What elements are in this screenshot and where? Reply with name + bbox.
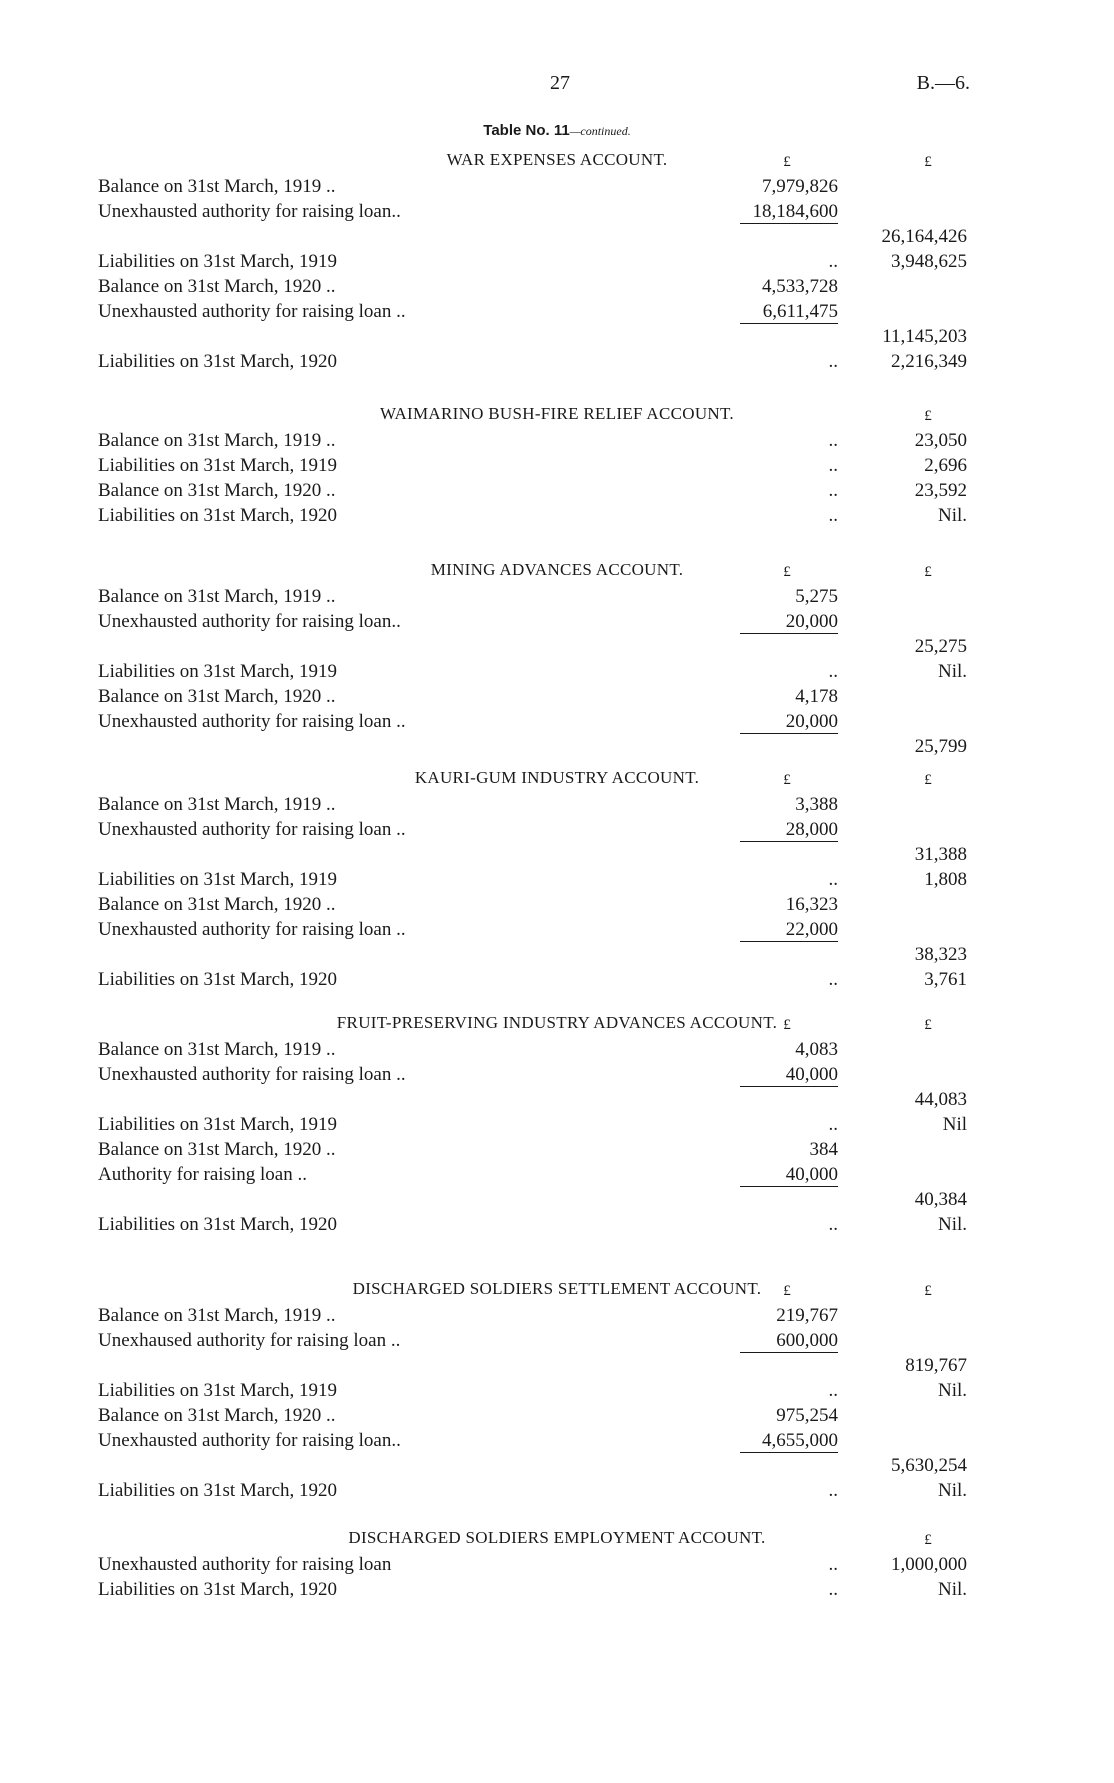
ledger-row [0,1577,1114,1602]
currency-symbol: £ [924,564,932,580]
amount-column-b: 1,000,000 [891,1554,967,1575]
currency-symbol: £ [783,772,791,788]
account-section [0,768,1114,992]
row-label: Unexhausted authority for raising loan .. [98,1064,406,1085]
account-title: MINING ADVANCES ACCOUNT. [430,560,684,579]
amount-column-b: 31,388 [914,844,967,865]
table-title-suffix: —continued. [569,124,631,138]
amount-column-a: 20,000 [785,711,838,732]
ledger-row [0,1162,1114,1187]
ledger-row [0,1403,1114,1428]
row-label: Unexhausted authority for raising loan [98,1554,392,1575]
amount-column-b: 25,275 [914,636,967,657]
row-label: Liabilities on 31st March, 1919 [98,661,338,682]
ledger-row [0,634,1114,659]
row-label: Unexhausted authority for raising loan.. [98,1430,401,1451]
amount-column-a: 40,000 [785,1164,838,1185]
amount-column-a: 40,000 [785,1064,838,1085]
ledger-row [0,1137,1114,1162]
row-label: Liabilities on 31st March, 1919 [98,1114,338,1135]
account-section [0,1013,1114,1237]
amount-column-b: 5,630,254 [891,1455,967,1476]
ledger-row [0,917,1114,942]
amount-column-a: 5,275 [795,586,838,607]
amount-column-a: .. [828,661,838,682]
ledger-row [0,299,1114,324]
amount-column-b: 2,216,349 [891,351,967,372]
account-section [0,404,1114,528]
account-title: DISCHARGED SOLDIERS SETTLEMENT ACCOUNT. [352,1279,762,1298]
ledger-row [0,428,1114,453]
account-title: KAURI-GUM INDUSTRY ACCOUNT. [414,768,700,787]
currency-symbol: £ [924,1017,932,1033]
account-header [0,1013,1114,1037]
row-label: Liabilities on 31st March, 1920 [98,505,338,526]
row-label: Balance on 31st March, 1919 .. [98,1305,336,1326]
amount-column-b: Nil. [937,1380,967,1401]
amount-column-a: .. [828,1114,838,1135]
row-label: Balance on 31st March, 1920 .. [98,480,336,501]
amount-column-b: Nil. [937,505,967,526]
amount-column-b: Nil [942,1114,967,1135]
ledger-row [0,709,1114,734]
ledger-row [0,478,1114,503]
row-label: Balance on 31st March, 1919 .. [98,430,336,451]
amount-column-b: 38,323 [914,944,967,965]
amount-column-a: 4,655,000 [762,1430,838,1451]
row-label: Balance on 31st March, 1920 .. [98,1139,336,1160]
amount-column-b: 819,767 [905,1355,967,1376]
amount-column-a: .. [828,430,838,451]
account-header [0,768,1114,792]
row-label: Balance on 31st March, 1920 .. [98,276,336,297]
row-label: Unexhausted authority for raising loan .. [98,301,406,322]
amount-column-a: 6,611,475 [762,301,838,322]
row-label: Authority for raising loan .. [98,1164,307,1185]
account-header [0,1279,1114,1303]
row-label: Balance on 31st March, 1919 .. [98,586,336,607]
ledger-row [0,1037,1114,1062]
subtotal-rule [740,1086,838,1087]
amount-column-b: 1,808 [924,869,967,890]
ledger-row [0,1378,1114,1403]
amount-column-a: 600,000 [776,1330,838,1351]
ledger-row [0,1353,1114,1378]
amount-column-a: 28,000 [785,819,838,840]
ledger-row [0,792,1114,817]
amount-column-b: Nil. [937,1579,967,1600]
account-header [0,404,1114,428]
ledger-row [0,249,1114,274]
account-title: WAR EXPENSES ACCOUNT. [446,150,668,169]
subtotal-rule [740,1452,838,1453]
account-section [0,1279,1114,1503]
account-section [0,1528,1114,1602]
subtotal-rule [740,841,838,842]
amount-column-a: .. [828,505,838,526]
row-label: Unexhausted authority for raising loan .. [98,819,406,840]
ledger-row [0,224,1114,249]
ledger-row [0,324,1114,349]
ledger-row [0,842,1114,867]
amount-column-a: 975,254 [776,1405,838,1426]
currency-symbol: £ [924,772,932,788]
table-title-main: Table No. 11 [483,122,570,139]
amount-column-b: 26,164,426 [881,226,967,247]
amount-column-b: Nil. [937,1214,967,1235]
ledger-row [0,274,1114,299]
amount-column-b: 25,799 [914,736,967,757]
row-label: Unexhausted authority for raising loan.. [98,611,401,632]
amount-column-b: 23,050 [914,430,967,451]
currency-symbol: £ [783,1017,791,1033]
amount-column-a: 20,000 [785,611,838,632]
document-reference: B.—6. [916,72,970,94]
subtotal-rule [740,633,838,634]
row-label: Unexhaused authority for raising loan .. [98,1330,401,1351]
amount-column-a: 4,178 [795,686,838,707]
ledger-row [0,1087,1114,1112]
amount-column-a: .. [828,251,838,272]
ledger-row [0,817,1114,842]
subtotal-rule [740,323,838,324]
amount-column-a: 384 [809,1139,838,1160]
row-label: Liabilities on 31st March, 1920 [98,1214,338,1235]
row-label: Liabilities on 31st March, 1920 [98,969,338,990]
row-label: Unexhausted authority for raising loan.. [98,201,401,222]
row-label: Unexhausted authority for raising loan .. [98,711,406,732]
currency-symbol: £ [924,1283,932,1299]
amount-column-a: 4,533,728 [762,276,838,297]
account-title: DISCHARGED SOLDIERS EMPLOYMENT ACCOUNT. [348,1528,766,1547]
amount-column-a: 7,979,826 [762,176,838,197]
ledger-row [0,734,1114,759]
amount-column-b: 44,083 [914,1089,967,1110]
amount-column-b: 11,145,203 [882,326,967,347]
account-section [0,560,1114,759]
amount-column-a: .. [828,1214,838,1235]
ledger-row [0,1453,1114,1478]
amount-column-a: 4,083 [795,1039,838,1060]
ledger-row [0,659,1114,684]
ledger-row [0,1428,1114,1453]
amount-column-b: 23,592 [914,480,967,501]
currency-symbol: £ [783,154,791,170]
amount-column-a: .. [828,969,838,990]
subtotal-rule [740,1352,838,1353]
account-header [0,150,1114,174]
ledger-row [0,349,1114,374]
amount-column-b: 3,761 [924,969,967,990]
row-label: Balance on 31st March, 1919 .. [98,794,336,815]
subtotal-rule [740,941,838,942]
ledger-row [0,174,1114,199]
amount-column-a: .. [828,1579,838,1600]
amount-column-a: 18,184,600 [752,201,838,222]
amount-column-a: .. [828,480,838,501]
ledger-row [0,1062,1114,1087]
row-label: Liabilities on 31st March, 1919 [98,1380,338,1401]
account-section [0,150,1114,374]
row-label: Balance on 31st March, 1919 .. [98,176,336,197]
row-label: Liabilities on 31st March, 1920 [98,351,338,372]
ledger-row [0,609,1114,634]
amount-column-a: .. [828,1380,838,1401]
ledger-row [0,1328,1114,1353]
amount-column-a: .. [828,455,838,476]
subtotal-rule [740,223,838,224]
account-title: WAIMARINO BUSH-FIRE RELIEF ACCOUNT. [380,404,734,423]
currency-symbol: £ [924,154,932,170]
currency-symbol: £ [783,564,791,580]
ledger-row [0,1552,1114,1577]
account-title: FRUIT-PRESERVING INDUSTRY ADVANCES ACCOUNT. [336,1013,778,1032]
row-label: Balance on 31st March, 1919 .. [98,1039,336,1060]
account-header [0,1528,1114,1552]
row-label: Unexhausted authority for raising loan .. [98,919,406,940]
page-number: 27 [550,72,570,94]
ledger-row [0,967,1114,992]
currency-symbol: £ [783,1283,791,1299]
currency-symbol: £ [924,1532,932,1548]
amount-column-b: Nil. [937,661,967,682]
ledger-row [0,453,1114,478]
ledger-row [0,892,1114,917]
ledger-row [0,199,1114,224]
table-title [0,122,1114,139]
subtotal-rule [740,733,838,734]
ledger-row [0,503,1114,528]
row-label: Balance on 31st March, 1920 .. [98,894,336,915]
row-label: Liabilities on 31st March, 1920 [98,1480,338,1501]
ledger-row [0,1478,1114,1503]
currency-symbol: £ [924,408,932,424]
amount-column-a: .. [828,1554,838,1575]
ledger-row [0,1187,1114,1212]
subtotal-rule [740,1186,838,1187]
ledger-row [0,867,1114,892]
row-label: Liabilities on 31st March, 1919 [98,455,338,476]
ledger-row [0,1112,1114,1137]
amount-column-b: Nil. [937,1480,967,1501]
amount-column-a: .. [828,351,838,372]
amount-column-a: .. [828,1480,838,1501]
amount-column-b: 40,384 [914,1189,967,1210]
row-label: Liabilities on 31st March, 1920 [98,1579,338,1600]
account-header [0,560,1114,584]
amount-column-a: 16,323 [785,894,838,915]
ledger-row [0,584,1114,609]
amount-column-a: 3,388 [795,794,838,815]
amount-column-a: 22,000 [785,919,838,940]
ledger-row [0,1303,1114,1328]
row-label: Balance on 31st March, 1920 .. [98,686,336,707]
ledger-row [0,684,1114,709]
row-label: Balance on 31st March, 1920 .. [98,1405,336,1426]
amount-column-a: 219,767 [776,1305,838,1326]
row-label: Liabilities on 31st March, 1919 [98,251,338,272]
amount-column-a: .. [828,869,838,890]
ledger-row [0,942,1114,967]
ledger-row [0,1212,1114,1237]
amount-column-b: 2,696 [924,455,967,476]
row-label: Liabilities on 31st March, 1919 [98,869,338,890]
amount-column-b: 3,948,625 [891,251,967,272]
